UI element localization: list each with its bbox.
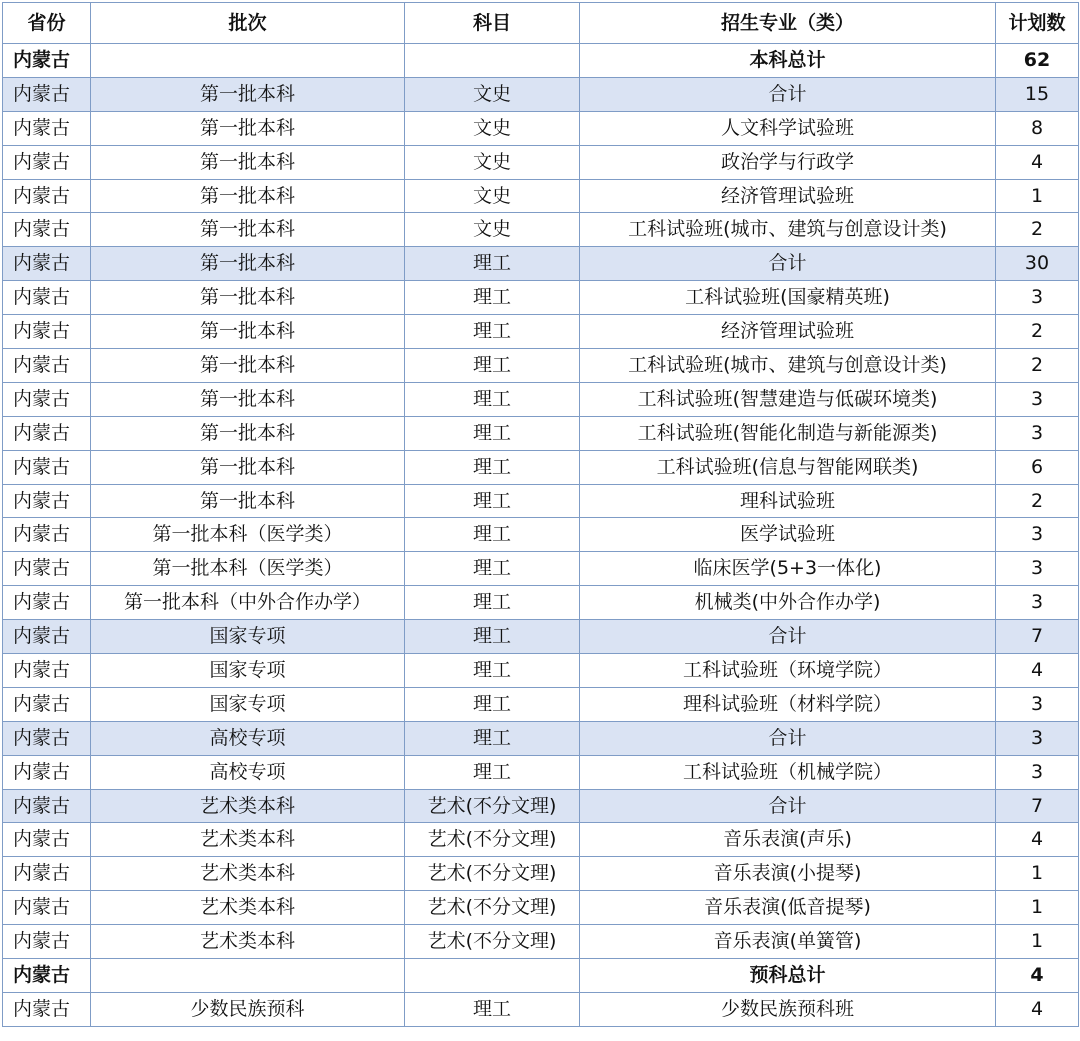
cell-major: 合计 [580, 789, 996, 823]
table-row [3, 179, 1079, 213]
table-row [3, 755, 1079, 789]
cell-province: 内蒙古 [3, 111, 91, 145]
subtotal-row [3, 721, 1079, 755]
cell-count: 3 [996, 518, 1079, 552]
cell-province: 内蒙古 [3, 281, 91, 315]
cell-count: 2 [996, 349, 1079, 383]
cell-batch: 第一批本科 [91, 416, 405, 450]
cell-major: 少数民族预科班 [580, 992, 996, 1026]
cell-count: 1 [996, 925, 1079, 959]
cell-province: 内蒙古 [3, 721, 91, 755]
cell-province: 内蒙古 [3, 755, 91, 789]
cell-major: 合计 [580, 721, 996, 755]
cell-subject: 艺术(不分文理) [405, 789, 580, 823]
cell-province: 内蒙古 [3, 620, 91, 654]
subtotal-row [3, 620, 1079, 654]
cell-batch: 第一批本科 [91, 315, 405, 349]
cell-batch: 艺术类本科 [91, 789, 405, 823]
cell-subject: 理工 [405, 315, 580, 349]
cell-subject: 理工 [405, 349, 580, 383]
cell-province: 内蒙古 [3, 247, 91, 281]
cell-count: 2 [996, 213, 1079, 247]
cell-subject: 理工 [405, 450, 580, 484]
cell-province: 内蒙古 [3, 654, 91, 688]
cell-major: 合计 [580, 620, 996, 654]
cell-major: 医学试验班 [580, 518, 996, 552]
cell-major: 预科总计 [580, 959, 996, 993]
cell-count: 1 [996, 891, 1079, 925]
cell-count: 3 [996, 552, 1079, 586]
cell-batch: 第一批本科 [91, 247, 405, 281]
cell-batch: 艺术类本科 [91, 857, 405, 891]
cell-major: 工科试验班(智慧建造与低碳环境类) [580, 382, 996, 416]
cell-province: 内蒙古 [3, 77, 91, 111]
cell-subject: 文史 [405, 77, 580, 111]
table-row [3, 891, 1079, 925]
cell-province: 内蒙古 [3, 552, 91, 586]
cell-subject: 理工 [405, 620, 580, 654]
cell-subject: 理工 [405, 416, 580, 450]
cell-batch: 第一批本科 [91, 145, 405, 179]
total-row [3, 44, 1079, 78]
header-count: 计划数 [996, 3, 1079, 44]
cell-count: 3 [996, 721, 1079, 755]
cell-province: 内蒙古 [3, 416, 91, 450]
cell-province: 内蒙古 [3, 382, 91, 416]
subtotal-row [3, 789, 1079, 823]
cell-major: 合计 [580, 77, 996, 111]
cell-batch: 第一批本科 [91, 213, 405, 247]
table-row [3, 654, 1079, 688]
cell-batch: 艺术类本科 [91, 925, 405, 959]
cell-batch: 第一批本科 [91, 111, 405, 145]
cell-subject: 文史 [405, 213, 580, 247]
cell-batch: 第一批本科 [91, 77, 405, 111]
header-province: 省份 [3, 3, 91, 44]
cell-province: 内蒙古 [3, 349, 91, 383]
cell-province: 内蒙古 [3, 925, 91, 959]
cell-count: 3 [996, 586, 1079, 620]
cell-subject [405, 44, 580, 78]
cell-count: 2 [996, 315, 1079, 349]
cell-subject: 理工 [405, 484, 580, 518]
cell-province: 内蒙古 [3, 315, 91, 349]
table-row [3, 586, 1079, 620]
cell-count: 4 [996, 654, 1079, 688]
cell-major: 工科试验班(城市、建筑与创意设计类) [580, 349, 996, 383]
table-row [3, 552, 1079, 586]
cell-subject [405, 959, 580, 993]
table-row [3, 992, 1079, 1026]
cell-subject: 文史 [405, 179, 580, 213]
cell-batch: 少数民族预科 [91, 992, 405, 1026]
cell-province: 内蒙古 [3, 213, 91, 247]
cell-major: 工科试验班(信息与智能网联类) [580, 450, 996, 484]
table-row [3, 484, 1079, 518]
table-row [3, 281, 1079, 315]
cell-subject: 理工 [405, 992, 580, 1026]
cell-province: 内蒙古 [3, 857, 91, 891]
table-row [3, 450, 1079, 484]
cell-count: 3 [996, 281, 1079, 315]
table-row [3, 213, 1079, 247]
cell-subject: 理工 [405, 552, 580, 586]
cell-count: 4 [996, 992, 1079, 1026]
cell-count: 2 [996, 484, 1079, 518]
cell-batch: 国家专项 [91, 654, 405, 688]
table-row [3, 111, 1079, 145]
admission-plan-table [2, 2, 1079, 1027]
cell-count: 7 [996, 789, 1079, 823]
cell-major: 人文科学试验班 [580, 111, 996, 145]
cell-subject: 文史 [405, 145, 580, 179]
cell-batch: 第一批本科（医学类） [91, 518, 405, 552]
cell-province: 内蒙古 [3, 44, 91, 78]
table-body [3, 44, 1079, 1027]
cell-subject: 理工 [405, 586, 580, 620]
cell-count: 3 [996, 416, 1079, 450]
cell-batch: 第一批本科 [91, 382, 405, 416]
cell-major: 工科试验班(智能化制造与新能源类) [580, 416, 996, 450]
cell-major: 音乐表演(小提琴) [580, 857, 996, 891]
cell-batch: 第一批本科（医学类） [91, 552, 405, 586]
cell-province: 内蒙古 [3, 179, 91, 213]
cell-subject: 理工 [405, 687, 580, 721]
cell-subject: 艺术(不分文理) [405, 925, 580, 959]
cell-subject: 艺术(不分文理) [405, 857, 580, 891]
cell-major: 工科试验班(城市、建筑与创意设计类) [580, 213, 996, 247]
cell-subject: 艺术(不分文理) [405, 823, 580, 857]
cell-subject: 理工 [405, 654, 580, 688]
cell-count: 3 [996, 755, 1079, 789]
table-row [3, 349, 1079, 383]
cell-major: 工科试验班（环境学院） [580, 654, 996, 688]
header-batch: 批次 [91, 3, 405, 44]
cell-major: 音乐表演(声乐) [580, 823, 996, 857]
cell-subject: 艺术(不分文理) [405, 891, 580, 925]
cell-major: 政治学与行政学 [580, 145, 996, 179]
cell-major: 本科总计 [580, 44, 996, 78]
cell-batch: 国家专项 [91, 687, 405, 721]
cell-subject: 理工 [405, 281, 580, 315]
table-row [3, 145, 1079, 179]
table-row [3, 518, 1079, 552]
cell-major: 经济管理试验班 [580, 179, 996, 213]
table-row [3, 382, 1079, 416]
cell-count: 30 [996, 247, 1079, 281]
total-row [3, 959, 1079, 993]
cell-province: 内蒙古 [3, 484, 91, 518]
cell-count: 4 [996, 823, 1079, 857]
cell-subject: 理工 [405, 755, 580, 789]
cell-batch [91, 44, 405, 78]
header-subject: 科目 [405, 3, 580, 44]
cell-province: 内蒙古 [3, 586, 91, 620]
cell-count: 4 [996, 959, 1079, 993]
cell-province: 内蒙古 [3, 891, 91, 925]
cell-count: 3 [996, 382, 1079, 416]
cell-province: 内蒙古 [3, 823, 91, 857]
cell-major: 音乐表演(单簧管) [580, 925, 996, 959]
cell-count: 7 [996, 620, 1079, 654]
cell-batch: 第一批本科（中外合作办学） [91, 586, 405, 620]
cell-batch: 第一批本科 [91, 179, 405, 213]
cell-batch [91, 959, 405, 993]
cell-batch: 第一批本科 [91, 349, 405, 383]
cell-batch: 高校专项 [91, 755, 405, 789]
cell-major: 经济管理试验班 [580, 315, 996, 349]
cell-subject: 文史 [405, 111, 580, 145]
cell-major: 机械类(中外合作办学) [580, 586, 996, 620]
cell-count: 6 [996, 450, 1079, 484]
cell-major: 合计 [580, 247, 996, 281]
cell-batch: 第一批本科 [91, 450, 405, 484]
cell-province: 内蒙古 [3, 789, 91, 823]
table-row [3, 315, 1079, 349]
table-row [3, 857, 1079, 891]
cell-count: 1 [996, 857, 1079, 891]
cell-major: 理科试验班（材料学院） [580, 687, 996, 721]
cell-subject: 理工 [405, 382, 580, 416]
cell-batch: 第一批本科 [91, 484, 405, 518]
cell-major: 理科试验班 [580, 484, 996, 518]
cell-batch: 国家专项 [91, 620, 405, 654]
table-row [3, 687, 1079, 721]
table-row [3, 823, 1079, 857]
cell-subject: 理工 [405, 518, 580, 552]
cell-major: 临床医学(5+3一体化) [580, 552, 996, 586]
cell-batch: 艺术类本科 [91, 823, 405, 857]
header-major: 招生专业（类） [580, 3, 996, 44]
cell-province: 内蒙古 [3, 959, 91, 993]
table-row [3, 416, 1079, 450]
cell-batch: 第一批本科 [91, 281, 405, 315]
cell-count: 8 [996, 111, 1079, 145]
cell-count: 1 [996, 179, 1079, 213]
cell-major: 工科试验班（机械学院） [580, 755, 996, 789]
subtotal-row [3, 247, 1079, 281]
cell-count: 4 [996, 145, 1079, 179]
cell-count: 15 [996, 77, 1079, 111]
cell-province: 内蒙古 [3, 450, 91, 484]
cell-province: 内蒙古 [3, 992, 91, 1026]
cell-count: 62 [996, 44, 1079, 78]
cell-province: 内蒙古 [3, 518, 91, 552]
cell-province: 内蒙古 [3, 687, 91, 721]
subtotal-row [3, 77, 1079, 111]
cell-count: 3 [996, 687, 1079, 721]
cell-batch: 艺术类本科 [91, 891, 405, 925]
table-row [3, 925, 1079, 959]
cell-province: 内蒙古 [3, 145, 91, 179]
header-row [3, 3, 1079, 44]
cell-major: 工科试验班(国豪精英班) [580, 281, 996, 315]
cell-subject: 理工 [405, 247, 580, 281]
cell-subject: 理工 [405, 721, 580, 755]
cell-batch: 高校专项 [91, 721, 405, 755]
cell-major: 音乐表演(低音提琴) [580, 891, 996, 925]
